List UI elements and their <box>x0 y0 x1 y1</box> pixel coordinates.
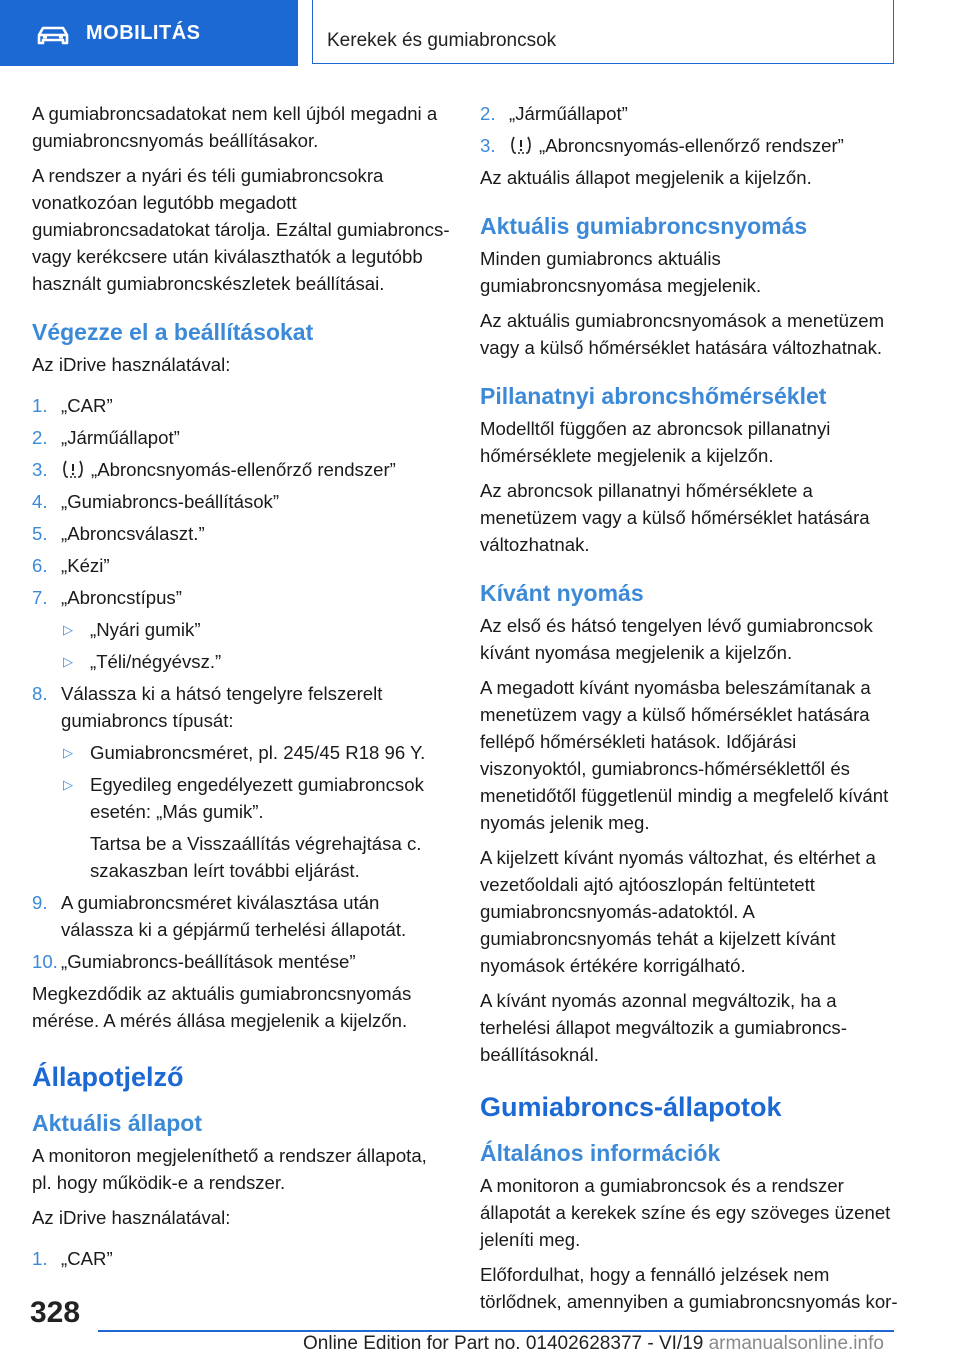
list-number: 7. <box>32 587 48 608</box>
heading-current-state: Aktuális állapot <box>32 1110 202 1136</box>
sub-list-text: Egyedileg engedélyezett gumiabroncsok esetén: „Más gumik”. <box>90 774 424 822</box>
paragraph: A kívánt nyomás azonnal megváltozik, ha a terhelési állapot megváltozik a gumiabroncs-beállításoknál. <box>480 990 847 1065</box>
right-column <box>480 100 898 1323</box>
list-text: „Kézi” <box>61 555 110 576</box>
paragraph: Az első és hátsó tengelyen lévő gumiabroncsok kívánt nyomása megjelenik a kijelzőn. <box>480 615 873 663</box>
triangle-bullet-icon: ▷ <box>63 654 73 669</box>
list-text: „CAR” <box>61 395 113 416</box>
heading-tire-states: Gumiabroncs-állapotok <box>480 1092 782 1122</box>
list-number: 2. <box>32 427 48 448</box>
list-item <box>32 424 450 451</box>
list-item <box>32 680 450 734</box>
heading-settings: Végezze el a beállításokat <box>32 319 314 345</box>
list-text: „Járműállapot” <box>509 103 628 124</box>
list-number: 10. <box>32 951 58 972</box>
paragraph: Az aktuális gumiabroncsnyomások a menetüzem vagy a külső hőmérséklet hatására változhatnak. <box>480 310 885 358</box>
list-number: 4. <box>32 491 48 512</box>
tire-pressure-warning-icon <box>509 135 533 155</box>
paragraph: Minden gumiabroncs aktuális gumiabroncsnyomása megjelenik. <box>480 248 762 296</box>
tire-pressure-warning-icon <box>61 459 85 479</box>
sub-list-text: „Téli/négyévsz.” <box>90 651 222 672</box>
list-number: 3. <box>32 459 48 480</box>
list-item <box>480 100 898 127</box>
paragraph: A rendszer a nyári és téli gumiabroncsokra vonatkozóan legutóbb megadott gumiabroncsadatokat tárolja. Ezáltal gumiabroncs- vagy kerékcsere után kiválaszthatók a legutóbb használt gumiabroncskészletek beállításai. <box>32 165 450 294</box>
paragraph: Az abroncsok pillanatnyi hőmérséklete a menetüzem vagy a külső hőmérséklet hatására változhatnak. <box>480 480 870 555</box>
list-text: „Gumiabroncs-beállítások” <box>61 491 280 512</box>
heading-general-info: Általános információk <box>480 1140 721 1166</box>
paragraph: Előfordulhat, hogy a fennálló jelzések nem törlődnek, amennyiben a gumiabroncsnyomás kor- <box>480 1264 898 1312</box>
list-text: A gumiabroncsméret kiválasztása után válassza ki a gépjármű terhelési állapotát. <box>61 892 407 940</box>
chapter-tab[interactable] <box>312 0 894 64</box>
sub-list-text: „Nyári gumik” <box>90 619 201 640</box>
paragraph: A kijelzett kívánt nyomás változhat, és eltérhet a vezetőoldali ajtó ajtóoszlopán feltüntetett gumiabroncsnyomás-adatoktól. A gumiabroncsnyomás tehát a kijelzett kívánt nyomások értékére korrigálható. <box>480 847 876 976</box>
list-item <box>32 552 450 579</box>
heading-target-pressure: Kívánt nyomás <box>480 580 644 606</box>
page-number: 328 <box>30 1296 81 1329</box>
section-label: MOBILITÁS <box>86 22 201 44</box>
paragraph: Az iDrive használatával: <box>32 354 231 375</box>
paragraph: A gumiabroncsadatokat nem kell újból megadni a gumiabroncsnyomás beállításakor. <box>32 103 438 151</box>
list-text: „Járműállapot” <box>61 427 180 448</box>
triangle-bullet-icon: ▷ <box>63 745 73 760</box>
sub-list-item <box>32 771 450 825</box>
chapter-label: Kerekek és gumiabroncsok <box>327 30 557 51</box>
list-text: „Gumiabroncs-beállítások mentése” <box>61 951 356 972</box>
heading-status-indicator: Állapotjelző <box>32 1062 184 1092</box>
sub-list-item <box>32 739 450 766</box>
footer-divider <box>98 1330 894 1332</box>
list-number: 9. <box>32 892 48 913</box>
list-item <box>480 132 898 159</box>
list-text: „CAR” <box>61 1248 113 1269</box>
paragraph: A megadott kívánt nyomásba beleszámítanak a menetüzem vagy a külső hőmérséklet hatására fellépő hőmérsékleti hatások. Időjárási viszonyoktól, gumiabroncs-hőmérséklettől és menetidőtől függetlenül mindig a megfelelő kívánt nyomás jelenik meg. <box>480 677 889 833</box>
paragraph: Az iDrive használatával: <box>32 1207 231 1228</box>
heading-current-pressure: Aktuális gumiabroncsnyomás <box>480 213 808 239</box>
watermark-text: armanualsonline.info <box>708 1333 884 1354</box>
paragraph: A monitoron a gumiabroncsok és a rendszer állapotát a kerekek színe és egy szöveges üzenet jeleníti meg. <box>480 1175 891 1250</box>
sub-list-item <box>32 648 450 675</box>
left-column <box>32 100 450 1277</box>
list-item <box>32 889 450 943</box>
paragraph: A monitoron megjeleníthető a rendszer állapota, pl. hogy működik-e a rendszer. <box>32 1145 427 1193</box>
list-item <box>32 584 450 611</box>
list-number: 3. <box>480 135 496 156</box>
sub-list-item <box>32 616 450 643</box>
triangle-bullet-icon: ▷ <box>63 777 73 792</box>
list-item <box>32 1245 450 1272</box>
car-icon <box>36 26 70 46</box>
page-header <box>0 0 960 66</box>
list-number: 2. <box>480 103 496 124</box>
footer-edition <box>303 1333 884 1355</box>
list-number: 1. <box>32 395 48 416</box>
list-number: 8. <box>32 683 48 704</box>
list-item <box>32 520 450 547</box>
heading-tire-temperature: Pillanatnyi abroncshőmérséklet <box>480 383 827 409</box>
section-tab[interactable] <box>0 0 298 66</box>
sub-list-continuation: Tartsa be a Visszaállítás végrehajtása c. szakaszban leírt további eljárást. <box>90 833 422 881</box>
sub-list-text: Gumiabroncsméret, pl. 245/45 R18 96 Y. <box>90 742 426 763</box>
list-item <box>32 948 450 975</box>
list-item <box>32 488 450 515</box>
triangle-bullet-icon: ▷ <box>63 622 73 637</box>
list-text: „Abroncsnyomás-ellenőrző rendszer” <box>539 135 844 156</box>
list-item <box>32 392 450 419</box>
list-item <box>32 456 450 483</box>
list-number: 5. <box>32 523 48 544</box>
list-number: 1. <box>32 1248 48 1269</box>
paragraph: Az aktuális állapot megjelenik a kijelzőn. <box>480 167 812 188</box>
paragraph: Modelltől függően az abroncsok pillanatnyi hőmérséklete megjelenik a kijelzőn. <box>480 418 831 466</box>
list-text: „Abroncstípus” <box>61 587 182 608</box>
paragraph: Megkezdődik az aktuális gumiabroncsnyomás mérése. A mérés állása megjelenik a kijelzőn. <box>32 983 412 1031</box>
edition-text: Online Edition for Part no. 01402628377 - VI/19 <box>303 1333 704 1354</box>
list-text: Válassza ki a hátsó tengelyre felszerelt gumiabroncs típusát: <box>61 683 383 731</box>
list-text: „Abroncsválaszt.” <box>61 523 205 544</box>
list-number: 6. <box>32 555 48 576</box>
list-text: „Abroncsnyomás-ellenőrző rendszer” <box>91 459 396 480</box>
